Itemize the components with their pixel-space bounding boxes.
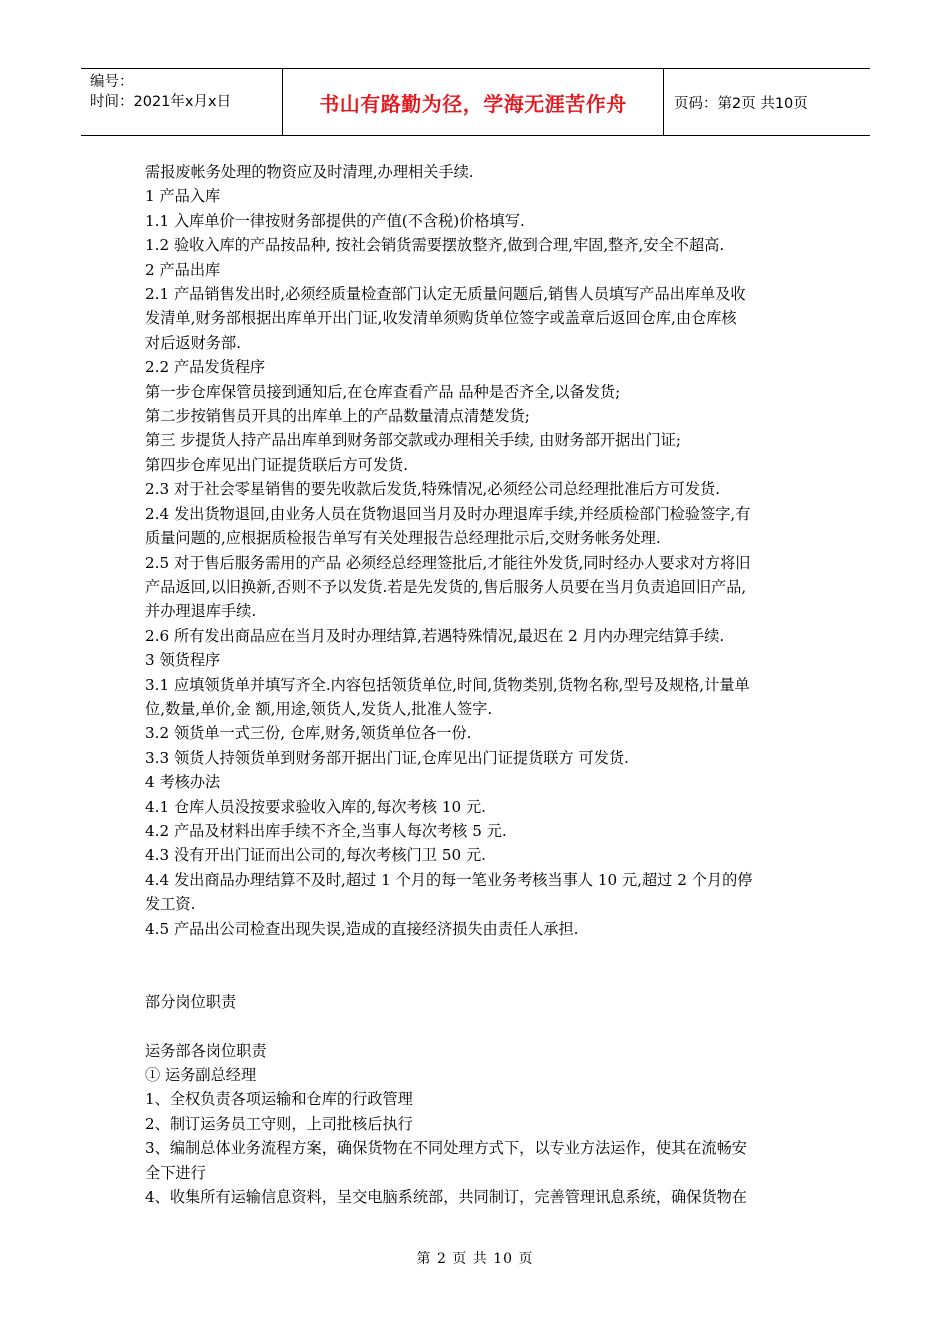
body-text-line: 2.6 所有发出商品应在当月及时办理结算,若遇特殊情况,最迟在 2 月内办理完结算手续. <box>145 626 725 645</box>
body-text-line: 第一步仓库保管员接到通知后,在仓库查看产品 品种是否齐全,以备发货; <box>145 382 621 401</box>
body-text-line: 位,数量,单价,金 额,用途,领货人,发货人,批准人签字. <box>145 699 493 718</box>
body-text-line: 第四步仓库见出门证提货联后方可发货. <box>145 455 409 474</box>
body-text-line: 运务部各岗位职责 <box>145 1041 267 1060</box>
body-text-line: 2.3 对于社会零星销售的要先收款后发货,特殊情况,必须经公司总经理批准后方可发货. <box>145 480 721 499</box>
body-text-line: 4.1 仓库人员没按要求验收入库的,每次考核 10 元. <box>145 797 486 816</box>
body-text-line: 3.3 领货人持领货单到财务部开据出门证,仓库见出门证提货联方 可发货. <box>145 748 629 767</box>
body-text-line: 第三 步提货人持产品出库单到财务部交款或办理相关手续, 由财务部开据出门证; <box>145 431 681 450</box>
body-text-line: 2、制订运务员工守则，上司批核后执行 <box>145 1114 413 1133</box>
body-text-line: 1、全权负责各项运输和仓库的行政管理 <box>145 1090 413 1109</box>
body-text-line: 1.1 入库单价一律按财务部提供的产值(不含税)价格填写. <box>145 211 525 230</box>
header-motto-cell <box>283 69 664 135</box>
body-text-line: ① 运务副总经理 <box>145 1065 257 1084</box>
header-meta-cell <box>81 69 283 135</box>
body-text-line: 2 产品出库 <box>145 260 221 279</box>
blank-line <box>145 1014 810 1038</box>
body-text-line: 4 考核办法 <box>145 773 221 792</box>
body-text-line: 质量问题的,应根据质检报告单写有关处理报告总经理批示后,交财务帐务处理. <box>145 529 661 548</box>
body-text-line: 4.2 产品及材料出库手续不齐全,当事人每次考核 5 元. <box>145 821 507 840</box>
page-footer <box>0 1248 950 1268</box>
body-text-line: 产品返回,以旧换新,否则不予以发货.若是先发货的,售后服务人员要在当月负责追回旧产品, <box>145 577 747 596</box>
page-header <box>81 68 870 136</box>
document-number-label: 编号： <box>90 74 134 90</box>
body-text-line: 1.2 验收入库的产品按品种, 按社会销货需要摆放整齐,做到合理,牢固,整齐,安全不超高. <box>145 236 725 255</box>
blank-line <box>145 965 810 989</box>
body-text-line: 发清单,财务部根据出库单开出门证,收发清单须购货单位签字或盖章后返回仓库,由仓库核 <box>145 309 737 328</box>
body-text-line: 2.2 产品发货程序 <box>145 358 266 377</box>
body-text-line: 全下进行 <box>145 1163 206 1182</box>
body-text-line: 2.5 对于售后服务需用的产品 必须经总经理签批后,才能往外发货,同时经办人要求对方将旧 <box>145 553 751 572</box>
body-text-line: 1 产品入库 <box>145 187 221 206</box>
body-text-line: 4.3 没有开出门证而出公司的,每次考核门卫 50 元. <box>145 846 486 865</box>
body-text-line: 对后返财务部. <box>145 333 241 352</box>
document-date: 时间：2021年x月x日 <box>90 94 232 110</box>
document-body <box>145 160 810 1209</box>
body-text-line: 3、编制总体业务流程方案，确保货物在不同处理方式下，以专业方法运作，使其在流畅安 <box>145 1139 747 1158</box>
header-page-cell <box>664 69 870 135</box>
footer-page-number: 第 2 页 共 10 页 <box>416 1251 534 1267</box>
body-text-line: 3 领货程序 <box>145 651 221 670</box>
body-text-line: 4.5 产品出公司检查出现失误,造成的直接经济损失由责任人承担. <box>145 919 579 938</box>
body-text-line: 发工资. <box>145 895 196 914</box>
body-text-line: 并办理退库手续. <box>145 602 257 621</box>
body-text-line: 第二步按销售员开具的出库单上的产品数量清点清楚发货; <box>145 407 530 426</box>
body-text-line: 4.4 发出商品办理结算不及时,超过 1 个月的每一笔业务考核当事人 10 元,超过 2 个月的停 <box>145 870 753 889</box>
blank-line <box>145 941 810 965</box>
body-text-line: 3.1 应填领货单并填写齐全.内容包括领货单位,时间,货物类别,货物名称,型号及规格,计量单 <box>145 675 750 694</box>
body-text-line: 需报废帐务处理的物资应及时清理,办理相关手续. <box>145 163 474 181</box>
body-text-line: 4、收集所有运输信息资料，呈交电脑系统部，共同制订，完善管理讯息系统，确保货物在 <box>145 1188 747 1207</box>
body-text-line: 部分岗位职责 <box>145 992 237 1011</box>
body-text-line: 3.2 领货单一式三份, 仓库,财务,领货单位各一份. <box>145 724 472 743</box>
body-text-line: 2.4 发出货物退回,由业务人员在货物退回当月及时办理退库手续,并经质检部门检验签字,有 <box>145 504 751 523</box>
header-motto: 书山有路勤为径，学海无涯苦作舟 <box>319 91 627 116</box>
body-text-line: 2.1 产品销售发出时,必须经质量检查部门认定无质量问题后,销售人员填写产品出库单及收 <box>145 285 746 304</box>
header-page-info: 页码：第2页 共10页 <box>674 95 808 112</box>
